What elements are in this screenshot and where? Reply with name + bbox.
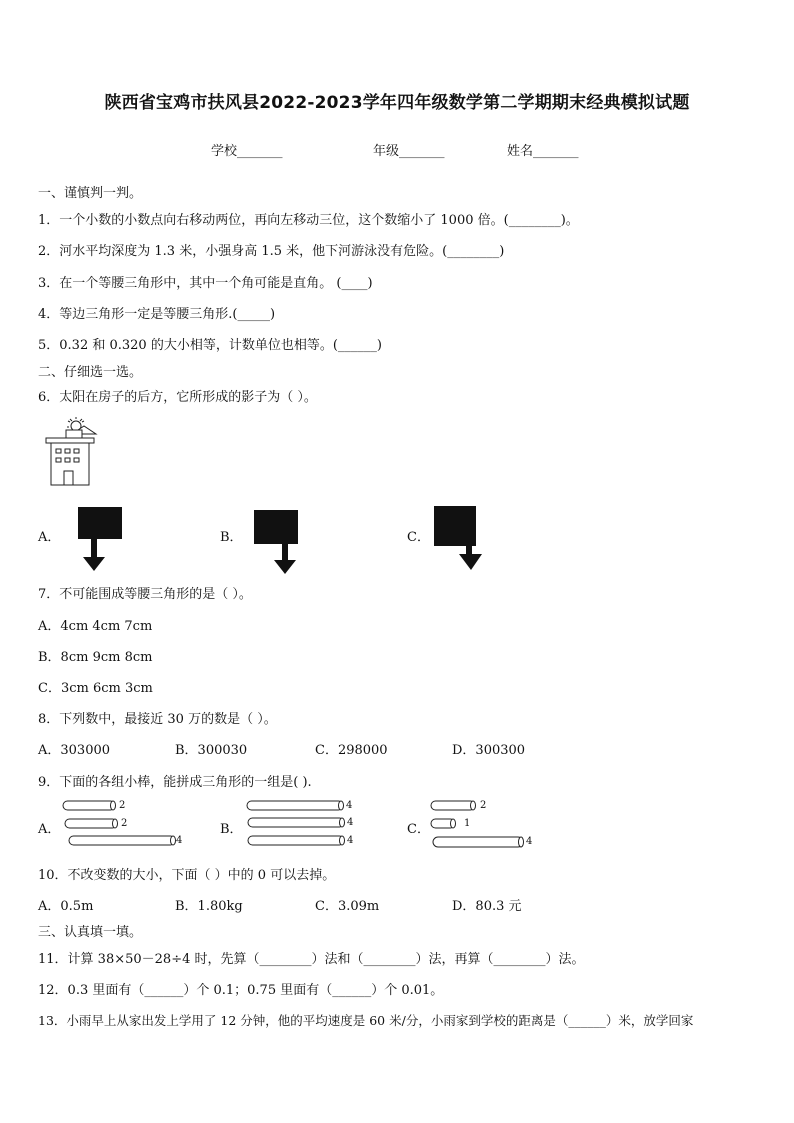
- stick-icon: [64, 818, 120, 829]
- section-heading-3: 三、认真填一填。: [38, 925, 143, 940]
- q9-option-c-sticks: 2 1 4: [430, 800, 534, 850]
- q7-option-a: A．4cm 4cm 7cm: [38, 619, 153, 634]
- q8-option-d: D．300300: [452, 743, 526, 758]
- question-6: 6．太阳在房子的后方，它所形成的影子为（ ）。: [38, 390, 317, 405]
- q7-option-b: B．8cm 9cm 8cm: [38, 650, 153, 665]
- question-11: 11．计算 38×50－28÷4 时，先算（________）法和（________）法，再算（________）法。: [38, 952, 585, 967]
- stick-icon: [62, 800, 118, 811]
- name-field: 姓名_______: [507, 144, 579, 159]
- stick-icon: [246, 800, 346, 811]
- q9-option-a: A．: [38, 822, 61, 837]
- section-heading-2: 二、仔细选一选。: [38, 365, 143, 380]
- section-heading-1: 一、谨慎判一判。: [38, 186, 143, 201]
- q6-option-b: B．: [220, 530, 243, 545]
- question-7: 7．不可能围成等腰三角形的是（ ）。: [38, 587, 252, 602]
- q9-option-c: C．: [407, 822, 430, 837]
- q7-option-c: C．3cm 6cm 3cm: [38, 681, 153, 696]
- question-10: 10．不改变数的大小，下面（ ）中的 0 可以去掉。: [38, 868, 336, 883]
- question-2: 2．河水平均深度为 1.3 米，小强身高 1.5 米，他下河游泳没有危险。(________): [38, 244, 505, 259]
- q9-option-b: B．: [220, 822, 243, 837]
- question-13: 13．小雨早上从家出发上学用了 12 分钟，他的平均速度是 60 米/分，小雨家到学校的距离是（______）米，放学回家: [38, 1013, 694, 1028]
- q9-option-b-sticks: 4 4 4: [244, 800, 364, 848]
- stick-icon: [247, 835, 347, 846]
- question-5: 5．0.32 和 0.320 的大小相等，计数单位也相等。(______): [38, 338, 382, 353]
- stick-icon: [430, 818, 458, 829]
- page-title: 陕西省宝鸡市扶风县2022-2023学年四年级数学第二学期期末经典模拟试题: [104, 93, 690, 113]
- stick-icon: [432, 836, 526, 848]
- q6-option-a-image: [78, 507, 123, 573]
- question-12: 12．0.3 里面有（______）个 0.1；0.75 里面有（______）个 0.01。: [38, 983, 444, 998]
- q6-option-a: A．: [38, 530, 61, 545]
- q6-option-c-image: [434, 506, 484, 572]
- school-field: 学校_______: [211, 144, 283, 159]
- question-1: 1．一个小数的小数点向右移动两位，再向左移动三位，这个数缩小了 1000 倍。(________)。: [38, 213, 579, 228]
- q8-option-a: A．303000: [38, 743, 111, 758]
- q6-option-c: C．: [407, 530, 430, 545]
- grade-field: 年级_______: [373, 144, 445, 159]
- q10-option-a: A．0.5m: [38, 899, 94, 914]
- q10-option-d: D．80.3 元: [452, 899, 522, 914]
- q8-option-b: B．300030: [175, 743, 248, 758]
- question-4: 4．等边三角形一定是等腰三角形.(_____): [38, 307, 276, 322]
- stick-icon: [430, 800, 478, 811]
- question-8: 8．下列数中，最接近 30 万的数是（ ）。: [38, 712, 277, 727]
- q9-option-a-sticks: 2 2 4: [62, 800, 186, 848]
- question-3: 3．在一个等腰三角形中，其中一个角可能是直角。 (____): [38, 276, 373, 291]
- stick-icon: [247, 817, 347, 828]
- q10-option-c: C．3.09m: [315, 899, 380, 914]
- q10-option-b: B．1.80kg: [175, 899, 243, 914]
- stick-icon: [68, 835, 178, 846]
- q8-option-c: C．298000: [315, 743, 388, 758]
- question-9: 9．下面的各组小棒，能拼成三角形的一组是( ).: [38, 775, 312, 790]
- house-with-sun-image: [44, 416, 104, 488]
- q6-option-b-image: [254, 510, 300, 576]
